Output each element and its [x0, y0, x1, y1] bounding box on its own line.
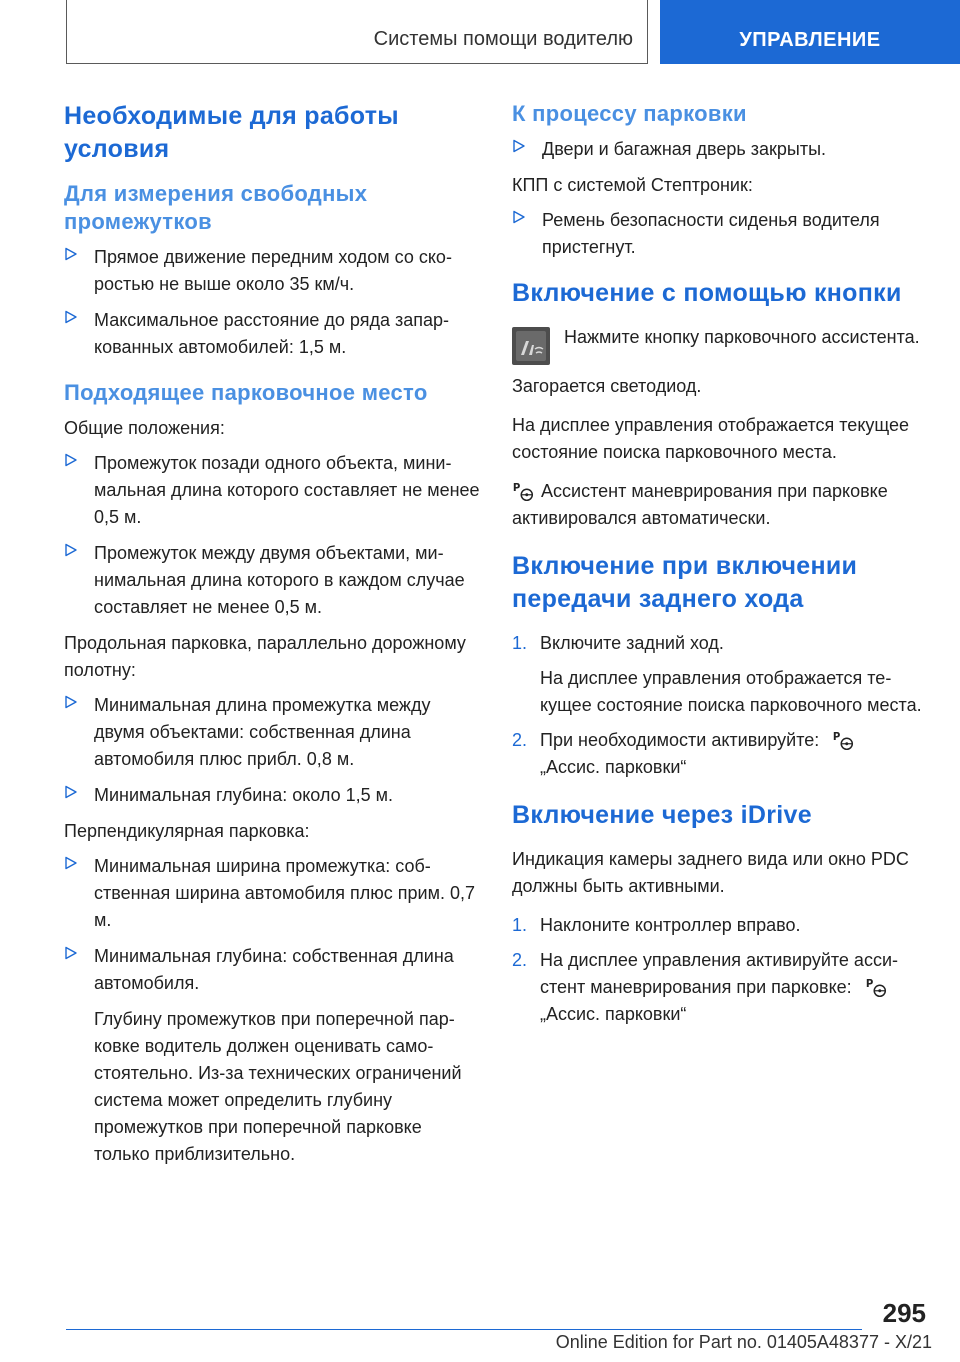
menu-item-label: „Ассис. парковки“	[540, 1004, 687, 1024]
perpendicular-note: Глубину промежутков при поперечной парковке водитель должен оценивать самостоятельно. Из-за технических ограничений система может определить глубину промежутков при поперечной парковке только приблизительно.	[94, 1009, 462, 1164]
button-instruction	[512, 324, 932, 365]
step-detail: На дисплее управления отображается текущее состояние поиска парковочного места.	[540, 668, 922, 715]
footer-divider	[66, 1329, 862, 1330]
bullet-triangle-icon	[512, 210, 526, 224]
heading-suitable-spot: Подходящее парковочное место	[64, 380, 428, 405]
numbered-step: 1. Наклоните контроллер вправо.	[512, 912, 932, 939]
bullet-triangle-icon	[64, 453, 78, 467]
numbered-step: 2. На дисплее управления активируйте ассистент маневрирования при парковке:	[512, 947, 932, 1001]
heading-requirements: Необходимые для работы условия	[64, 102, 399, 163]
parallel-label: Продольная парковка, параллельно дорожному полотну:	[64, 633, 466, 680]
heading-gap-measurement: Для измерения свободных промежутков	[64, 181, 368, 234]
kpp-label: КПП с системой Стептроник:	[512, 175, 753, 195]
step-number: 1.	[512, 633, 528, 653]
display-text: На дисплее управления отображается текущее состояние поиска парковочного места.	[512, 415, 910, 462]
button-text: Нажмите кнопку парковочного ассистента.	[564, 327, 920, 347]
idrive-text: Индикация камеры заднего вида или окно PDC должны быть активными.	[512, 849, 909, 896]
auto-activation-text: Ассистент маневрирования при парковке активировался автоматически.	[512, 481, 888, 528]
led-text: Загорается светодиод.	[512, 376, 702, 396]
bullet-triangle-icon	[64, 946, 78, 960]
bullet-triangle-icon	[64, 695, 78, 709]
left-column	[64, 100, 482, 1177]
parking-assistant-icon	[832, 729, 856, 753]
numbered-step: 2. При необходимости активируйте:	[512, 727, 932, 754]
perpendicular-label: Перпендикулярная парковка:	[64, 821, 310, 841]
list-item: Промежуток позади одного объекта, минимальная длина которого составляет не менее 0,5 м.	[64, 450, 482, 531]
numbered-step: 1. Включите задний ход.	[512, 630, 932, 657]
bullet-triangle-icon	[64, 310, 78, 324]
general-label: Общие положения:	[64, 418, 225, 438]
list-item: Минимальная длина промежутка между двумя объектами: собственная длина автомобиля плюс прибл. 0,8 м.	[64, 692, 482, 773]
page-number: 295	[882, 1298, 926, 1328]
bullet-triangle-icon	[64, 785, 78, 799]
list-item: Ремень безопасности сиденья водителя пристегнут.	[512, 207, 932, 261]
list-item: Минимальная глубина: собственная длина автомобиля.	[64, 943, 482, 997]
list-item: Двери и багажная дверь закрыты.	[512, 136, 932, 163]
header-section-label: Системы помощи водителю	[373, 28, 633, 50]
heading-button-activation: Включение с помощью кнопки	[512, 279, 902, 307]
menu-item-label: „Ассис. парковки“	[540, 757, 687, 777]
bullet-triangle-icon	[64, 543, 78, 557]
bullet-triangle-icon	[512, 139, 526, 153]
step-number: 1.	[512, 915, 528, 935]
right-column	[512, 100, 932, 1036]
header-chapter-label: УПРАВЛЕНИЕ	[739, 29, 881, 51]
heading-parking-process: К процессу парковки	[512, 101, 747, 126]
heading-reverse-activation: Включение при включении передачи заднего хода	[512, 552, 858, 613]
header-chapter-tab[interactable]	[660, 0, 960, 64]
bullet-triangle-icon	[64, 856, 78, 870]
list-item: Прямое движение передним ходом со скоростью не выше около 35 км/ч.	[64, 244, 482, 298]
list-item: Минимальная глубина: около 1,5 м.	[64, 782, 482, 809]
list-item: Промежуток между двумя объектами, минимальная длина которого в каждом случае составляет не менее 0,5 м.	[64, 540, 482, 621]
parking-assistant-icon	[512, 480, 536, 504]
list-item: Максимальное расстояние до ряда запаркованных автомобилей: 1,5 м.	[64, 307, 482, 361]
step-number: 2.	[512, 730, 528, 750]
parking-assistant-icon	[865, 976, 889, 1000]
step-number: 2.	[512, 950, 528, 970]
bullet-triangle-icon	[64, 247, 78, 261]
heading-idrive-activation: Включение через iDrive	[512, 801, 812, 829]
header-section-title	[66, 0, 648, 64]
park-assist-button-icon	[512, 327, 550, 365]
list-item: Минимальная ширина промежутка: собственная ширина автомобиля плюс прим. 0,7 м.	[64, 853, 482, 934]
footer-edition: Online Edition for Part no. 01405A48377 - X/21	[555, 1332, 932, 1352]
